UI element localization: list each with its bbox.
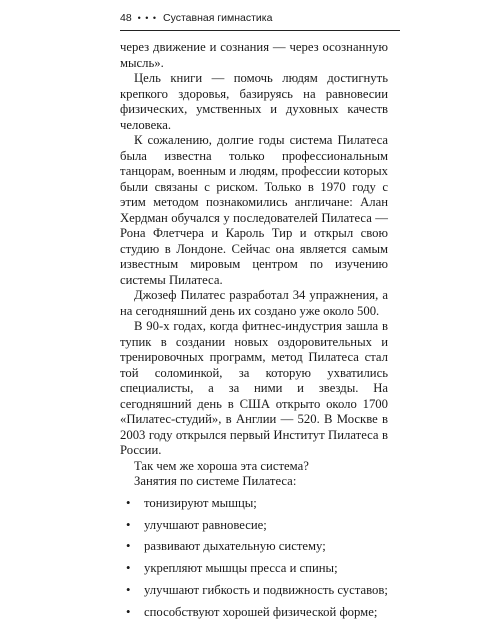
list-item: • тонизируют мышцы; <box>120 496 388 512</box>
page-body <box>120 40 388 627</box>
paragraph-list-intro: Занятия по системе Пилатеса: <box>134 474 297 488</box>
paragraph-question: Так чем же хороша эта система? <box>134 458 309 473</box>
paragraph-book-goal: Цель книги — помочь людям достигнуть крепкого здоровья, базируясь на равновесии физических, умственных и духовных качеств человека. <box>120 71 388 132</box>
paragraph-continuation: через движение и сознания — через осознанную мысль». <box>120 40 388 70</box>
list-item: • укрепляют мышцы пресса и спины; <box>120 561 388 577</box>
list-item: • способствуют хорошей физической форме; <box>120 605 388 621</box>
page-number: 48 <box>120 12 132 24</box>
section-title: Суставная гимнастика <box>163 12 273 24</box>
list-item: • развивают дыхательную систему; <box>120 539 388 555</box>
benefits-list <box>120 496 388 620</box>
header-separator: • • • <box>137 13 158 23</box>
list-item: • улучшают равновесие; <box>120 518 388 534</box>
running-header <box>120 10 400 31</box>
paragraph-exercises-count: Джозеф Пилатес разработал 34 упражнения, а на сегодняшний день их создано уже около 500. <box>120 288 388 318</box>
paragraph-nineties: В 90-х годах, когда фитнес-индустрия зашла в тупик в создании новых оздоровительных и тренировочных программ, метод Пилатеса стал той соломинкой, за которую ухватились специалисты, а за ними и звезды. На сегодняшний день в США открыто около 1700 «Пилатес-студий», в Англии — 520. В Москве в 2003 году открылся первый Институт Пилатеса в России. <box>120 319 388 457</box>
list-item: • улучшают гибкость и подвижность суставов; <box>120 583 388 599</box>
paragraph-history: К сожалению, долгие годы система Пилатеса была известна только профессиональным танцорам, военным и людям, профессии которых были связаны с риском. Только в 1970 году с этим методом познакомились англичане: Алан Хердман обучался у последователей Пилатеса — Рона Флетчера и Кароль Тир и открыл свою студию в Лондоне. Сейчас она является самым известным мировым центром по изучению системы Пилатеса. <box>120 133 388 287</box>
